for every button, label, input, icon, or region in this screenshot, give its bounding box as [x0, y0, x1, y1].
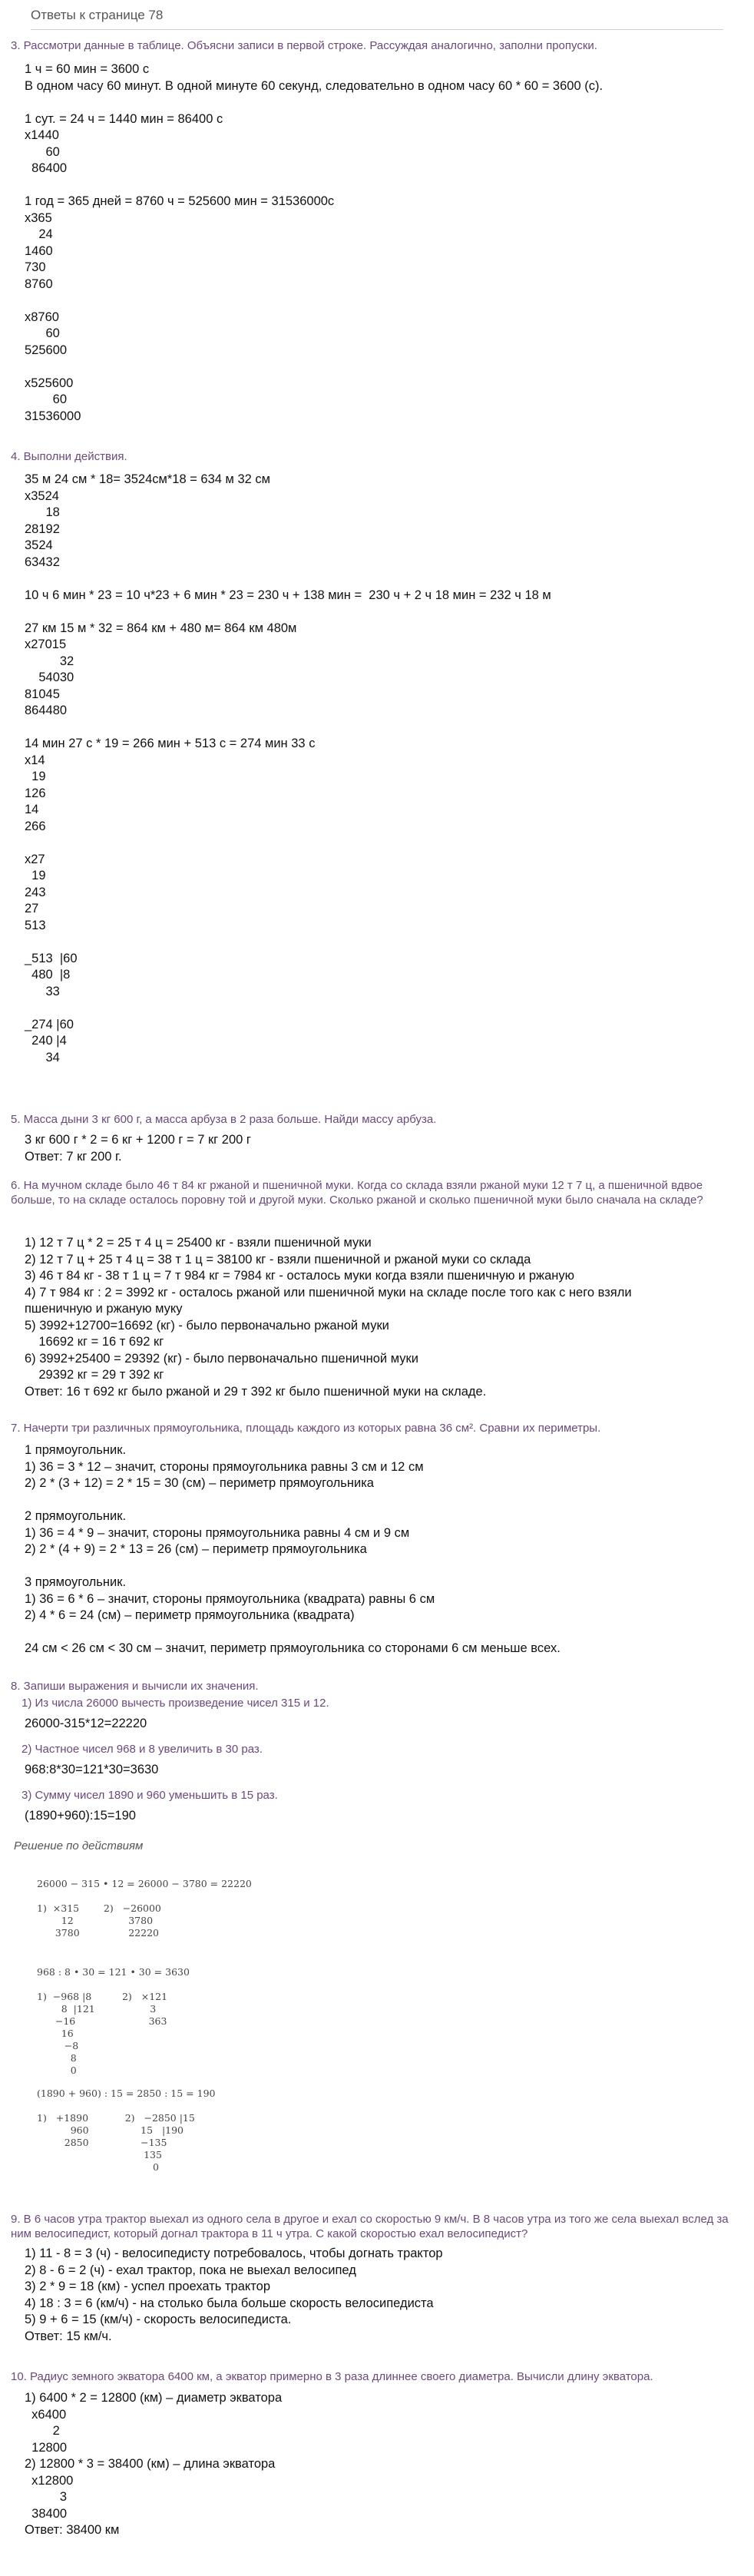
answer-6: 1) 12 т 7 ц * 2 = 25 т 4 ц = 25400 кг - взяли пшеничной муки 2) 12 т 7 ц + 25 т 4 ц = 38 т 1 ц = 38100 кг - взяли пшеничной и ржаной муки со склада 3) 46 т 84 кг - 38 т 1 ц = 7 т 984 кг = 7984 кг - осталось муки когда взяли пшеничную и ржаную 4) 7 т 984 кг : 2 = 3992 кг - осталось ржаной или пшеничной муки на складе после того как с него взяли пшеничную и ржаную муку 5) 3992+12700=16692 (кг) - было первоначально ржаной муки 16692 кг = 16 т 692 кг 6) 3992+25400 = 29392 (кг) - было первоначально пшеничной муки 29392 кг = 29 т 392 кг Ответ: 16 т 692 кг было ржаной и 29 т 392 кг было пшеничной муки на складе. — [25, 1236, 632, 1399]
question-9: 9. В 6 часов утра трактор выехал из одного села в другое и ехал со скоростью 9 км/ч. В 8 часов утра из того же села выехал вслед за ним велосипедист, который догнал трактора в 11 ч утра. С какой скоростью ехал велосипедист? — [11, 2213, 729, 2240]
handwritten-solution-2: 968 : 8 • 30 = 121 • 30 = 3630 1) −968 |8 2) ×121 8 |121 3 −16 363 16 −8 8 0 — [37, 1966, 190, 2076]
title-divider — [31, 29, 723, 30]
answer-4: 35 м 24 см * 18= 3524см*18 = 634 м 32 см x3524 18 28192 3524 63432 10 ч 6 мин * 23 = 10 ч*23 + 6 мин * 23 = 230 ч + 138 мин = 230 ч + 2 ч 18 мин = 232 ч 18 м 27 км 15 м * 32 = 864 км + 480 м= 864 км 480м x27015 32 54030 81045 864480 14 мин 27 с * 19 = 266 мин + 513 с = 274 мин 33 с x14 19 126 14 266 x27 19 243 27 513 _513 |60 480 |8 33 _274 |60 240 |4 34 — [25, 472, 551, 1065]
answer-5: 3 кг 600 г * 2 = 6 кг + 1200 г = 7 кг 200 г Ответ: 7 кг 200 г. — [25, 1133, 251, 1164]
question-4: 4. Выполни действия. — [11, 450, 127, 463]
question-3: 3. Рассмотри данные в таблице. Объясни записи в первой строке. Рассуждая аналогично, заполни пропуски. — [11, 39, 597, 52]
task-8-1: 1) Из числа 26000 вычесть произведение чисел 315 и 12. — [21, 1697, 329, 1710]
solution-label: Решение по действиям — [14, 1839, 144, 1853]
page-title: Ответы к странице 78 — [31, 8, 164, 22]
answer-3: 1 ч = 60 мин = 3600 с В одном часу 60 минут. В одной минуте 60 секунд, следовательно в одном часу 60 * 60 = 3600 (с). 1 сут. = 24 ч = 1440 мин = 86400 с x1440 60 86400 1 год = 365 дней = 8760 ч = 525600 мин = 31536000с x365 24 1460 730 8760 x8760 60 525600 x525600 60 31536000 — [25, 62, 604, 423]
answer-8-3: (1890+960):15=190 — [25, 1809, 136, 1823]
question-8: 8. Запиши выражения и вычисли их значения. — [11, 1680, 259, 1693]
task-8-3: 3) Сумму чисел 1890 и 960 уменьшить в 15 раз. — [21, 1789, 278, 1802]
question-7: 7. Начерти три различных прямоугольника, площадь каждого из которых равна 36 см². Сравни их периметры. — [11, 1422, 601, 1435]
handwritten-solution-1: 26000 − 315 • 12 = 26000 − 3780 = 22220 1) ×315 2) −26000 12 3780 3780 22220 — [37, 1878, 252, 1939]
answer-8-1: 26000-315*12=22220 — [25, 1717, 147, 1730]
question-5: 5. Масса дыни 3 кг 600 г, а масса арбуза в 2 раза больше. Найди массу арбуза. — [11, 1113, 437, 1126]
question-10: 10. Радиус земного экватора 6400 км, а экватор примерно в 3 раза длиннее своего диаметра. Вычисли длину экватора. — [11, 2370, 653, 2383]
answer-9: 1) 11 - 8 = 3 (ч) - велосипедисту потребовалось, чтобы догнать трактор 2) 8 - 6 = 2 (ч) - ехал трактор, пока не выехал велосипед 3) 2 * 9 = 18 (км) - успел проехать трактор 4) 18 : 3 = 6 (км/ч) - на столько была больше скорость велосипедиста 5) 9 + 6 = 15 (км/ч) - скорость велосипедиста. Ответ: 15 км/ч. — [25, 2247, 443, 2343]
answer-7: 1 прямоугольник. 1) 36 = 3 * 12 – значит, стороны прямоугольника равны 3 см и 12 см 2) 2 * (3 + 12) = 2 * 15 = 30 (см) – периметр прямоугольника 2 прямоугольник. 1) 36 = 4 * 9 – значит, стороны прямоугольника равны 4 см и 9 см 2) 2 * (4 + 9) = 2 * 13 = 26 (см) – периметр прямоугольника 3 прямоугольник. 1) 36 = 6 * 6 – значит, стороны прямоугольника (квадрата) равны 6 см 2) 4 * 6 = 24 (см) – периметр прямоугольника (квадрата) 24 см < 26 см < 30 см – значит, периметр прямоугольника со сторонами 6 см меньше всех. — [25, 1443, 561, 1655]
answer-10: 1) 6400 * 2 = 12800 (км) – диаметр экватора x6400 2 12800 2) 12800 * 3 = 38400 (км) – длина экватора x12800 3 38400 Ответ: 38400 км — [25, 2391, 283, 2537]
question-6: 6. На мучном складе было 46 т 84 кг ржаной и пшеничной муки. Когда со склада взяли ржаной муки 12 т 7 ц, а пшеничной вдвое больше, то на складе осталось поровну той и другой муки. Сколько ржаной и сколько пшеничной муки было сначала на складе? — [11, 1179, 703, 1207]
task-8-2: 2) Частное чисел 968 и 8 увеличить в 30 раз. — [21, 1743, 263, 1756]
answer-8-2: 968:8*30=121*30=3630 — [25, 1763, 159, 1776]
handwritten-solution-3: (1890 + 960) : 15 = 2850 : 15 = 190 1) +1890 2) −2850 |15 960 15 |190 2850 −135 135 0 — [37, 2088, 216, 2173]
